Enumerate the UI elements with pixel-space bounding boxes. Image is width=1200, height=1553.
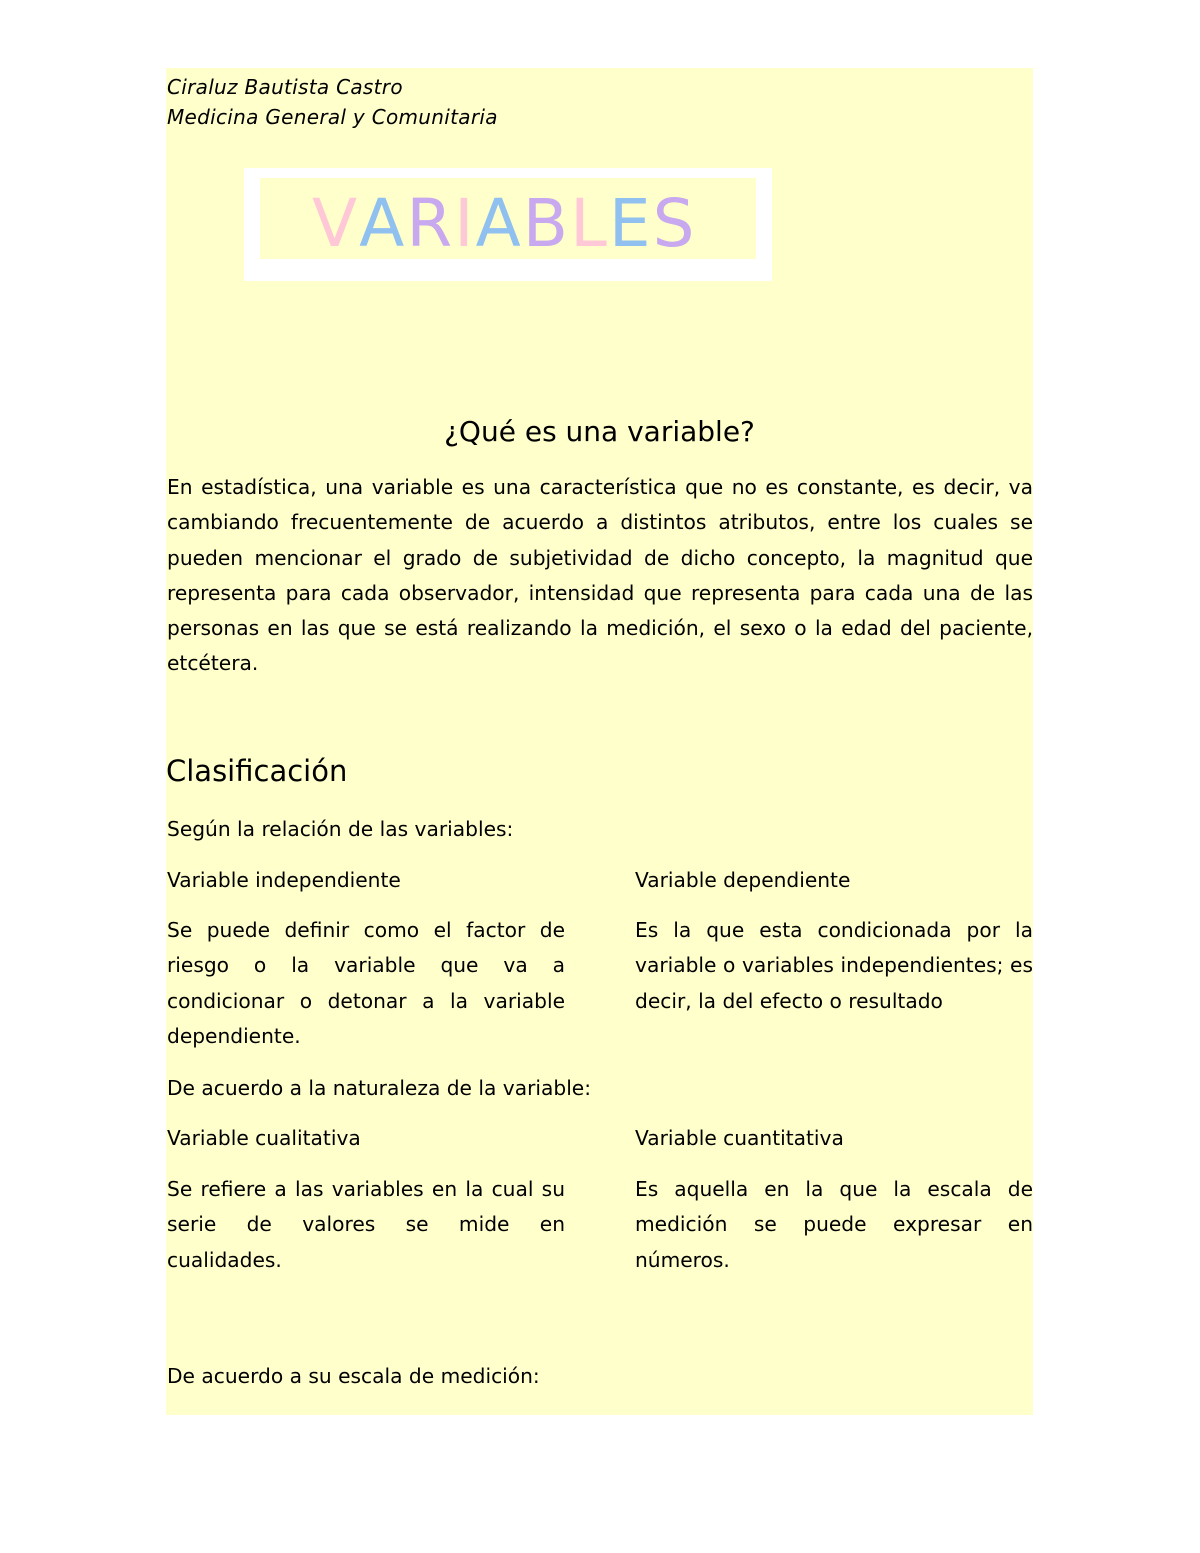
quantitative-variable-label: Variable cuantitativa <box>635 1126 844 1150</box>
intro-paragraph: En estadística, una variable es una característica que no es constante, es decir, va cambiando frecuentemente de acuerdo a distintos atributos, entre los cuales se pueden mencionar el grado de subjetividad de dicho concepto, la magnitud que representa para cada observador, intensidad que representa para cada una de las personas en las que se está realizando la medición, el sexo o la edad del paciente, etcétera. <box>167 475 1033 676</box>
nature-heading: De acuerdo a la naturaleza de la variable: <box>167 1076 592 1100</box>
scale-heading: De acuerdo a su escala de medición: <box>167 1364 540 1388</box>
title-frame <box>244 168 772 281</box>
title-letter: I <box>454 185 476 262</box>
title-letter: R <box>406 185 455 262</box>
title-letter: A <box>359 185 407 262</box>
relation-heading: Según la relación de las variables: <box>167 817 514 841</box>
dependent-variable-label: Variable dependiente <box>635 868 851 892</box>
quantitative-variable-definition: Es aquella en la que la escala de medición se puede expresar en números. <box>635 1177 1033 1272</box>
dependent-variable-definition: Es la que esta condicionada por la variable o variables independientes; es decir, la del efecto o resultado <box>635 918 1033 1013</box>
classification-title: Clasificación <box>166 754 348 788</box>
title-letter: L <box>570 185 609 262</box>
independent-variable-definition: Se puede definir como el factor de riesgo o la variable que va a condicionar o detonar a la variable dependiente. <box>167 918 565 1048</box>
title-letter: B <box>522 185 571 262</box>
title-letter: A <box>475 185 523 262</box>
title-letter: E <box>608 185 653 262</box>
program-name: Medicina General y Comunitaria <box>167 105 498 129</box>
title-panel <box>260 178 756 262</box>
qualitative-variable-definition: Se refiere a las variables en la cual su serie de valores se mide en cualidades. <box>167 1177 565 1272</box>
title-letter: V <box>312 185 360 262</box>
author-name: Ciraluz Bautista Castro <box>167 75 403 99</box>
qualitative-variable-label: Variable cualitativa <box>167 1126 361 1150</box>
question-heading: ¿Qué es una variable? <box>444 415 755 448</box>
page-title <box>312 184 696 264</box>
title-letter: S <box>652 185 697 262</box>
independent-variable-label: Variable independiente <box>167 868 401 892</box>
author-block <box>167 72 498 132</box>
